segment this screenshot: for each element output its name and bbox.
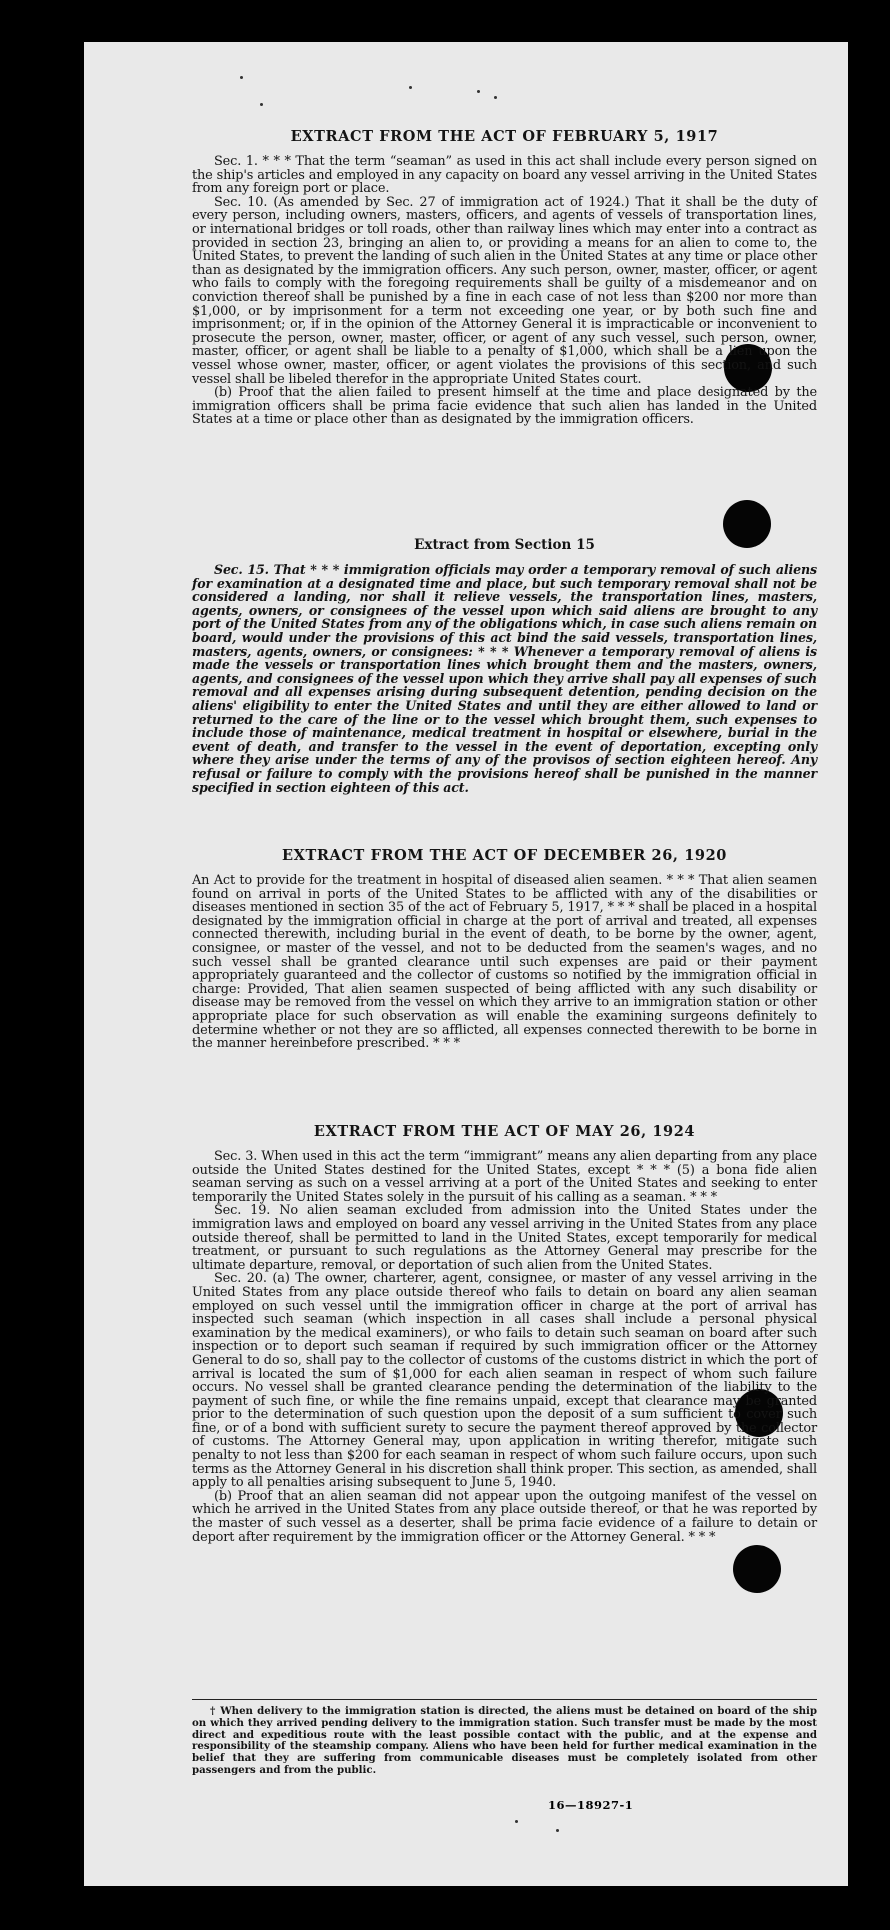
paragraph: Sec. 20. (a) The owner, charterer, agent, consignee, or master of any vessel arriving in the United States from any place outside thereof who fails to detain on board any alien seaman employed on such vessel until the immigration officer in charge at the port of arrival has inspected such seaman (which inspection in all cases shall include a personal physical examination by the medical examiners), or who fails to detain such seaman on board after such inspection or to deport such seaman if required by such immigration officer or the Attorney General to do so, shall pay to the collector of customs of the customs district in which the port of arrival is located the sum of $1,000 for each alien seaman in respect of whom such failure occurs. No vessel shall be granted clearance pending the determination of the liability to the payment of such fine, or while the fine remains unpaid, except that clearance may be granted prior to the determination of such question upon the deposit of a sum sufficient to cover such fine, or of a bond with sufficient surety to secure the payment thereof approved by the collector of customs. The Attorney General may, upon application in writing therefor, mitigate such penalty to not less than $200 for each seaman in respect of whom such failure occurs, upon such terms as the Attorney General in his discretion shall think proper. This section, as amended, shall apply to all penalties arising subsequent to June 5, 1940. <box>192 1271 817 1491</box>
section-may-1924 <box>192 1122 817 1544</box>
paragraph: (b) Proof that an alien seaman did not appear upon the outgoing manifest of the vessel on which he arrived in the United States from any place outside thereof, or that he was reported by the master of such vessel as a deserter, shall be prima facie evidence of a failure to detain or deport after requirement by the immigration officer or the Attorney General. * * * <box>192 1488 817 1545</box>
scan-speck <box>260 103 263 106</box>
scan-speck <box>515 1820 518 1823</box>
scan-speck <box>240 76 243 79</box>
section-dec-1920 <box>192 846 817 1051</box>
footnote <box>192 1706 817 1777</box>
footnote-rule <box>192 1699 817 1700</box>
section-15 <box>192 535 817 794</box>
scan-speck <box>477 90 480 93</box>
section-heading: EXTRACT FROM THE ACT OF MAY 26, 1924 <box>313 1123 696 1140</box>
punch-hole <box>733 1545 781 1593</box>
section-heading: EXTRACT FROM THE ACT OF DECEMBER 26, 1920 <box>282 847 727 864</box>
form-number: 16—18927-1 <box>548 1798 634 1812</box>
document-page <box>84 42 848 1886</box>
scan-speck <box>494 96 497 99</box>
paragraph: Sec. 3. When used in this act the term “immigrant” means any alien departing from any place outside the United States destined for the United States, except * * * (5) a bona fide alien seaman serving as such on a vessel arriving at a port of the United States and seeking to enter temporarily the United States solely in the pursuit of his calling as a seaman. * * * <box>192 1149 817 1205</box>
scan-speck <box>556 1829 559 1832</box>
paragraph: An Act to provide for the treatment in hospital of diseased alien seamen. * * * That alien seamen found on arrival in ports of the United States to be afflicted with any of the disabilities or diseases mentioned in section 35 of the act of February 5, 1917, * * * shall be placed in a hospital designated by the immigration official in charge at the port of arrival and treated, all expenses connected therewith, including burial in the event of death, to be borne by the owner, agent, consignee, or master of the vessel, and not to be deducted from the seamen's wages, and no such vessel shall be granted clearance until such expenses are paid or their payment appropriately guaranteed and the collector of customs so notified by the immigration official in charge: Provided, That alien seamen suspected of being afflicted with any such disability or disease may be removed from the vessel on which they arrive to an immigration station or other appropriate place for such observation as will enable the examining surgeons definitely to determine whether or not they are so afflicted, all expenses connected therewith to be borne in the manner hereinbefore prescribed. * * * <box>192 873 817 1052</box>
section-heading: Extract from Section 15 <box>414 537 595 553</box>
scan-speck <box>409 86 412 89</box>
paragraph: Sec. 10. (As amended by Sec. 27 of immigration act of 1924.) That it shall be the duty of every person, including owners, masters, officers, and agents of vessels of transportation lines, or international bridges or toll roads, other than railway lines which may enter into a contract as provided in section 23, bringing an alien to, or providing a means for an alien to come to, the United States, to prevent the landing of such alien in the United States at any time or place other than as designated by the immigration officers. Any such person, owner, master, officer, or agent who fails to comply with the foregoing requirements shall be guilty of a misdemeanor and on conviction thereof shall be punished by a fine in each case of not less than $200 nor more than $1,000, or by imprisonment for a term not exceeding one year, or by both such fine and imprisonment; or, if in the opinion of the Attorney General it is impracticable or inconvenient to prosecute the person, owner, master, officer, or agent of any such vessel, such person, owner, master, officer, or agent shall be liable to a penalty of $1,000, which shall be a lien upon the vessel whose owner, master, officer, or agent violates the provisions of this section, and such vessel shall be libeled therefor in the appropriate United States court. <box>192 194 817 387</box>
footnote-text: † When delivery to the immigration station is directed, the aliens must be detained on board of the ship on which they arrived pending delivery to the immigration station. Such transfer must be made by the most direct and expeditious route with the least possible contact with the public, and at the expense and responsibility of the steamship company. Aliens who have been held for further medical examination in the belief that they are suffering from communicable diseases must be completely isolated from other passengers and from the public. <box>192 1705 817 1776</box>
paragraph: Sec. 1. * * * That the term “seaman” as used in this act shall include every person signed on the ship's articles and employed in any capacity on board any vessel arriving in the United States from any foreign port or place. <box>192 154 817 197</box>
section-feb-1917 <box>192 127 817 427</box>
section-heading: EXTRACT FROM THE ACT OF FEBRUARY 5, 1917 <box>290 128 719 145</box>
paragraph: Sec. 15. That * * * immigration officials may order a temporary removal of such aliens for examination at a designated time and place, but such temporary removal shall not be considered a landing, nor shall it relieve vessels, the transportation lines, masters, agents, owners, or consignees of the vessel upon which said aliens are brought to any port of the United States from any of the obligations which, in case such aliens remain on board, would under the provisions of this act bind the said vessels, transportation lines, masters, agents, owners, or consignees: * * * Whenever a temporary removal of aliens is made the vessels or transportation lines which brought them and the masters, owners, agents, and consignees of the vessel upon which they arrive shall pay all expenses of such removal and all expenses arising during subsequent detention, pending decision on the aliens' eligibility to enter the United States and until they are either allowed to land or returned to the care of the line or to the vessel which brought them, such expenses to include those of maintenance, medical treatment in hospital or elsewhere, burial in the event of death, and transfer to the vessel in the event of deportation, excepting only where they arise under the terms of any of the provisos of section eighteen hereof. Any refusal or failure to comply with the provisions hereof shall be punished in the manner specified in section eighteen of this act. <box>192 562 817 795</box>
paragraph: Sec. 19. No alien seaman excluded from admission into the United States under the immigration laws and employed on board any vessel arriving in the United States from any place outside thereof, shall be permitted to land in the United States, except temporarily for medical treatment, or pursuant to such regulations as the Attorney General may prescribe for the ultimate departure, removal, or deportation of such alien from the United States. <box>192 1203 817 1273</box>
paragraph: (b) Proof that the alien failed to present himself at the time and place designated by the immigration officers shall be prima facie evidence that such alien has landed in the United States at a time or place other than as designated by the immigration officers. <box>192 385 817 428</box>
